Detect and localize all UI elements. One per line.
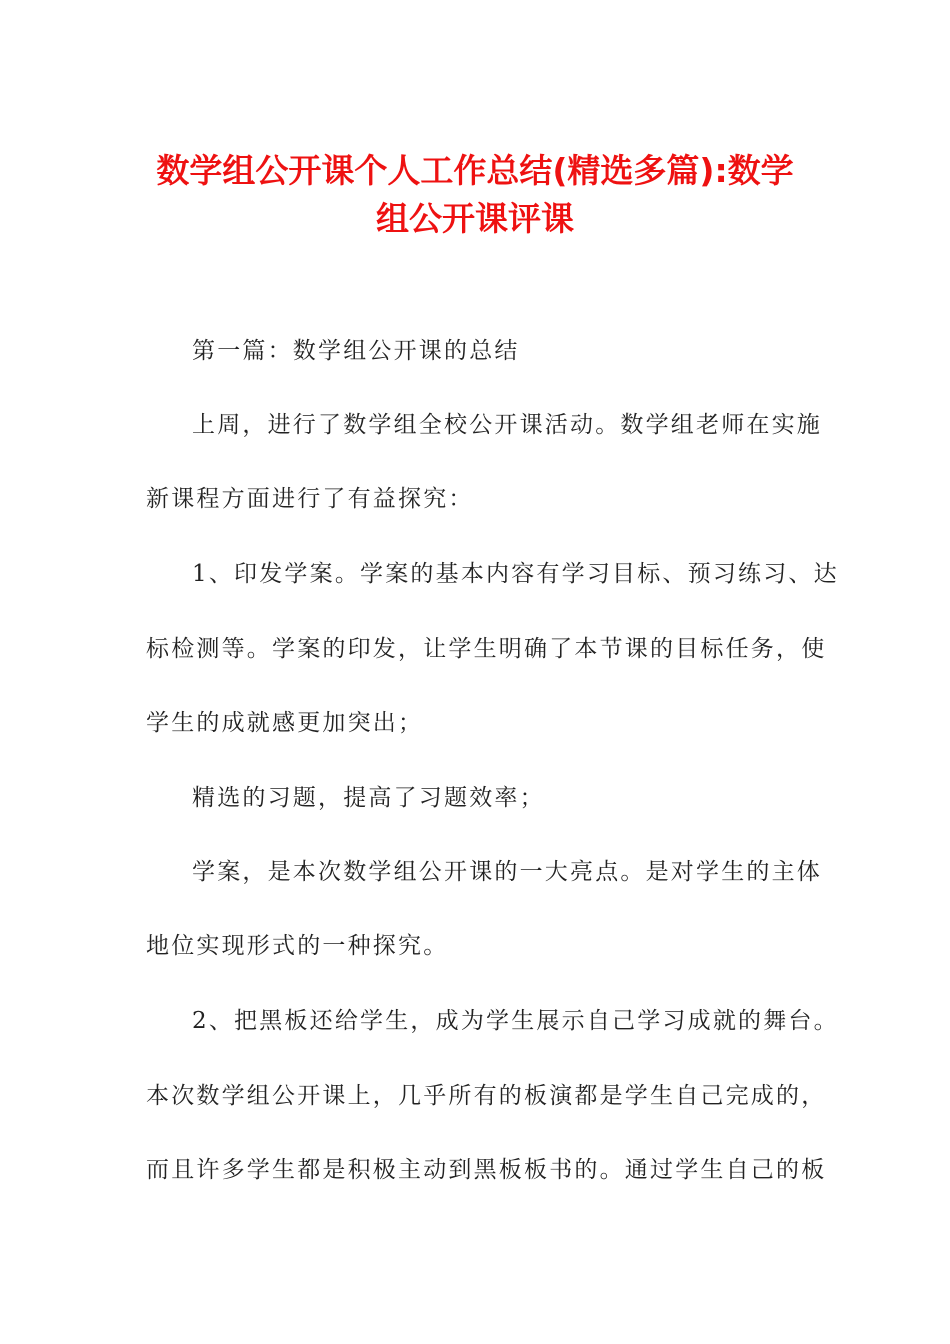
paragraph-line: 学案，是本次数学组公开课的一大亮点。是对学生的主体	[192, 859, 822, 885]
paragraph-line: 精选的习题，提高了习题效率；	[192, 785, 545, 811]
section-heading: 第一篇：数学组公开课的总结	[192, 338, 520, 364]
paragraph-line: 地位实现形式的一种探究。	[146, 933, 449, 959]
paragraph-line: 2、把黑板还给学生，成为学生展示自己学习成就的舞台。	[192, 1008, 839, 1034]
paragraph-line: 而且许多学生都是积极主动到黑板板书的。通过学生自己的板	[146, 1157, 827, 1183]
paragraph-line: 标检测等。学案的印发，让学生明确了本节课的目标任务，使	[146, 636, 827, 662]
paragraph-line: 新课程方面进行了有益探究：	[146, 486, 474, 512]
document-title	[120, 147, 830, 243]
paragraph-line: 上周，进行了数学组全校公开课活动。数学组老师在实施	[192, 412, 822, 438]
title-line-2: 组公开课评课	[376, 199, 574, 238]
paragraph-line: 1、印发学案。学案的基本内容有学习目标、预习练习、达	[192, 561, 839, 587]
paragraph-line: 学生的成就感更加突出；	[146, 710, 424, 736]
paragraph-line: 本次数学组公开课上，几乎所有的板演都是学生自己完成的，	[146, 1083, 827, 1109]
title-line-1: 数学组公开课个人工作总结(精选多篇):数学	[156, 151, 794, 190]
